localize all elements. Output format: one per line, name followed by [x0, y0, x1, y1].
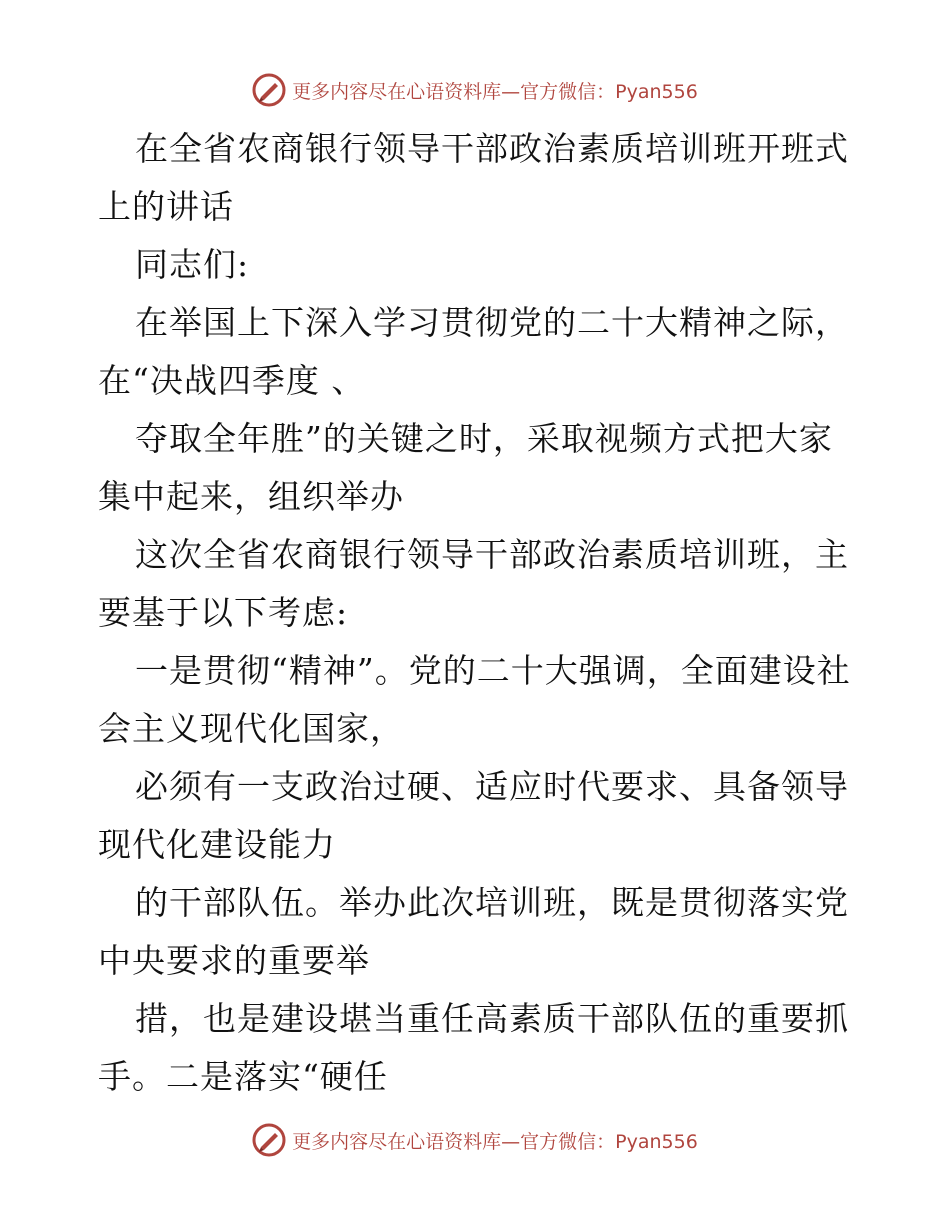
document-title: 在全省农商银行领导干部政治素质培训班开班式上的讲话 [98, 129, 849, 226]
header-banner [0, 70, 950, 110]
paragraph: 夺取全年胜”的关键之时，采取视频方式把大家集中起来，组织举办 [98, 419, 833, 516]
header-banner-text [292, 77, 698, 104]
paragraph: 措，也是建设堪当重任高素质干部队伍的重要抓手。二是落实“硬任 [98, 999, 849, 1096]
footer-banner [0, 1120, 950, 1160]
footer-banner-id: Pyan556 [615, 1130, 698, 1153]
paragraph: 一是贯彻“精神”。党的二十大强调，全面建设社会主义现代化国家， [98, 651, 851, 748]
footer-banner-text [292, 1127, 698, 1154]
paragraph: 的干部队伍。举办此次培训班，既是贯彻落实党中央要求的重要举 [98, 883, 849, 980]
footer-banner-cn: 更多内容尽在心语资料库—官方微信： [292, 1130, 616, 1153]
header-banner-cn: 更多内容尽在心语资料库—官方微信： [292, 80, 616, 103]
paragraph: 同志们: [135, 245, 250, 284]
header-banner-id: Pyan556 [615, 80, 698, 103]
pen-logo-icon [252, 73, 286, 107]
paragraph: 这次全省农商银行领导干部政治素质培训班，主要基于以下考虑: [98, 535, 849, 632]
paragraph: 在举国上下深入学习贯彻党的二十大精神之际，在“决战四季度 、 [98, 303, 849, 400]
pen-logo-icon [252, 1123, 286, 1157]
document-body [98, 120, 858, 1106]
paragraph: 必须有一支政治过硬、适应时代要求、具备领导现代化建设能力 [98, 767, 849, 864]
